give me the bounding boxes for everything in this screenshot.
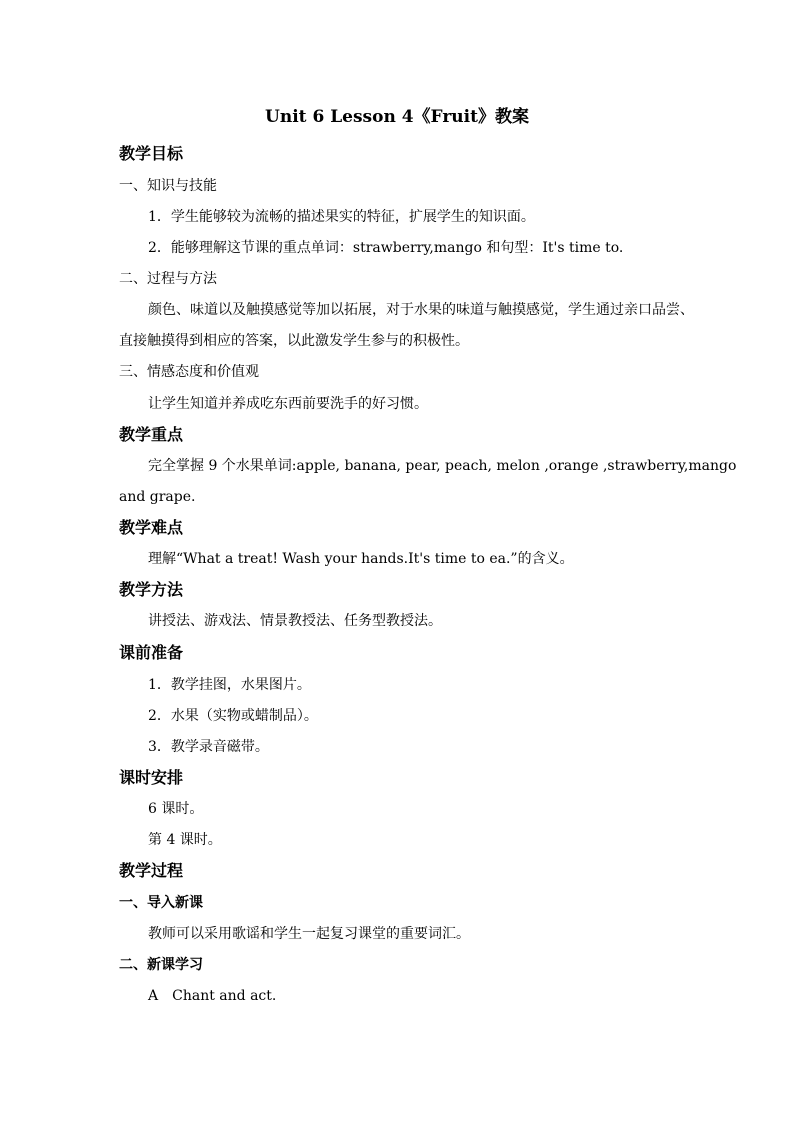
heading-difficulties: 教学难点 (119, 518, 184, 537)
subheading-intro: 一、导入新课 (119, 895, 203, 911)
document-title: Unit 6 Lesson 4《Fruit》教案 (265, 107, 529, 127)
schedule-item-1: 6 课时。 (148, 801, 204, 817)
new-lesson-item-label: A (148, 988, 159, 1004)
preparation-item-3: 3．教学录音磁带。 (148, 739, 269, 755)
heading-preparation: 课前准备 (119, 643, 184, 662)
new-lesson-item-a (148, 986, 276, 1006)
knowledge-item-1: 1．学生能够较为流畅的描述果实的特征，扩展学生的知识面。 (148, 209, 535, 225)
schedule-item-2: 第 4 课时。 (148, 832, 222, 848)
key-points-line-2: and grape. (119, 489, 196, 505)
heading-key-points: 教学重点 (119, 425, 184, 444)
heading-methods: 教学方法 (119, 580, 184, 599)
subheading-knowledge: 一、知识与技能 (119, 178, 217, 194)
preparation-item-1: 1．教学挂图，水果图片。 (148, 677, 311, 693)
subheading-attitude: 三、情感态度和价值观 (119, 364, 259, 380)
subheading-process: 二、过程与方法 (119, 271, 217, 287)
methods-text: 讲授法、游戏法、情景教授法、任务型教授法。 (148, 613, 442, 629)
heading-procedure: 教学过程 (119, 861, 184, 880)
new-lesson-item-text: Chant and act. (172, 988, 277, 1004)
heading-objectives: 教学目标 (119, 144, 184, 163)
heading-schedule: 课时安排 (119, 768, 184, 787)
process-text-line-2: 直接触摸得到相应的答案，以此激发学生参与的积极性。 (119, 333, 469, 349)
difficulties-text: 理解“What a treat! Wash your hands.It's time to ea.”的含义。 (148, 551, 574, 567)
process-text-line-1: 颜色、味道以及触摸感觉等加以拓展，对于水果的味道与触摸感觉，学生通过亲口品尝、 (148, 302, 694, 318)
preparation-item-2: 2．水果（实物或蜡制品）。 (148, 708, 318, 724)
subheading-new-lesson: 二、新课学习 (119, 957, 203, 973)
intro-text: 教师可以采用歌谣和学生一起复习课堂的重要词汇。 (148, 926, 470, 942)
knowledge-item-2: 2．能够理解这节课的重点单词：strawberry,mango 和句型：It's time to. (148, 240, 624, 256)
attitude-text: 让学生知道并养成吃东西前要洗手的好习惯。 (148, 396, 428, 412)
key-points-line-1: 完全掌握 9 个水果单词:apple, banana, pear, peach, melon ,orange ,strawberry,mango (148, 458, 737, 474)
